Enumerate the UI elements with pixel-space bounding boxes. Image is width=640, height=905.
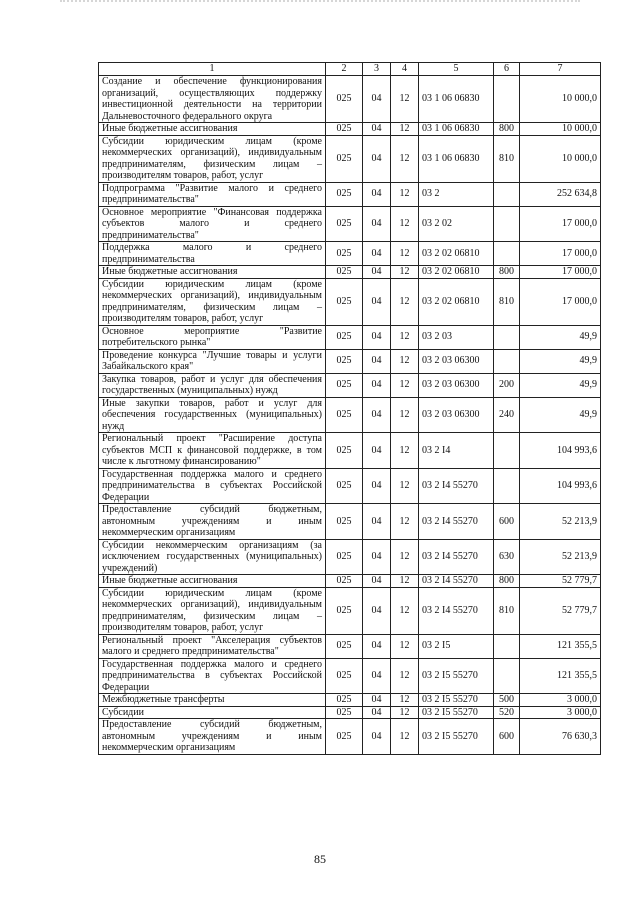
row-subsection-cell: 12 xyxy=(391,694,419,707)
table-row xyxy=(99,123,601,136)
row-amount-cell: 10 000,0 xyxy=(520,123,601,136)
table-row xyxy=(99,575,601,588)
row-target-article-cell: 03 2 I4 xyxy=(419,433,494,469)
row-expense-type-cell: 630 xyxy=(494,539,520,575)
row-name-cell: Иные бюджетные ассигнования xyxy=(99,575,326,588)
row-target-article-cell: 03 2 03 06300 xyxy=(419,349,494,373)
row-subsection-cell: 12 xyxy=(391,634,419,658)
row-subsection-cell: 12 xyxy=(391,325,419,349)
row-subsection-cell: 12 xyxy=(391,182,419,206)
table-row xyxy=(99,719,601,755)
row-expense-type-cell: 800 xyxy=(494,575,520,588)
row-amount-cell: 49,9 xyxy=(520,397,601,433)
column-header: 4 xyxy=(391,63,419,76)
row-subsection-cell: 12 xyxy=(391,587,419,634)
row-expense-type-cell: 810 xyxy=(494,278,520,325)
row-code-cell: 025 xyxy=(326,504,363,540)
row-target-article-cell: 03 2 I5 55270 xyxy=(419,719,494,755)
row-name-cell: Проведение конкурса "Лучшие товары и услуги Забайкальского края" xyxy=(99,349,326,373)
row-section-cell: 04 xyxy=(363,719,391,755)
row-code-cell: 025 xyxy=(326,325,363,349)
row-name-cell: Межбюджетные трансферты xyxy=(99,694,326,707)
row-amount-cell: 17 000,0 xyxy=(520,278,601,325)
column-header: 6 xyxy=(494,63,520,76)
row-code-cell: 025 xyxy=(326,76,363,123)
row-expense-type-cell xyxy=(494,433,520,469)
row-code-cell: 025 xyxy=(326,278,363,325)
table-row xyxy=(99,397,601,433)
row-amount-cell: 252 634,8 xyxy=(520,182,601,206)
row-target-article-cell: 03 2 03 xyxy=(419,325,494,349)
row-target-article-cell: 03 1 06 06830 xyxy=(419,76,494,123)
row-section-cell: 04 xyxy=(363,135,391,182)
row-name-cell: Региональный проект "Акселерация субъектов малого и среднего предпринимательства" xyxy=(99,634,326,658)
row-target-article-cell: 03 2 I5 55270 xyxy=(419,694,494,707)
row-target-article-cell: 03 2 02 xyxy=(419,206,494,242)
row-code-cell: 025 xyxy=(326,587,363,634)
row-subsection-cell: 12 xyxy=(391,706,419,719)
row-amount-cell: 52 779,7 xyxy=(520,575,601,588)
row-section-cell: 04 xyxy=(363,634,391,658)
row-subsection-cell: 12 xyxy=(391,206,419,242)
row-code-cell: 025 xyxy=(326,266,363,279)
row-expense-type-cell xyxy=(494,658,520,694)
row-subsection-cell: 12 xyxy=(391,373,419,397)
row-target-article-cell: 03 2 I4 55270 xyxy=(419,575,494,588)
row-amount-cell: 52 213,9 xyxy=(520,539,601,575)
row-code-cell: 025 xyxy=(326,397,363,433)
table-row xyxy=(99,266,601,279)
row-target-article-cell: 03 1 06 06830 xyxy=(419,123,494,136)
row-target-article-cell: 03 2 I5 xyxy=(419,634,494,658)
row-amount-cell: 3 000,0 xyxy=(520,706,601,719)
row-amount-cell: 17 000,0 xyxy=(520,242,601,266)
row-amount-cell: 17 000,0 xyxy=(520,206,601,242)
row-subsection-cell: 12 xyxy=(391,76,419,123)
row-name-cell: Региональный проект "Расширение доступа субъектов МСП к финансовой поддержке, в том числе к льготному финансированию" xyxy=(99,433,326,469)
row-target-article-cell: 03 2 03 06300 xyxy=(419,397,494,433)
table-row xyxy=(99,587,601,634)
row-name-cell: Субсидии некоммерческим организациям (за исключением государственных (муниципальных) учреждений) xyxy=(99,539,326,575)
row-expense-type-cell: 240 xyxy=(494,397,520,433)
row-expense-type-cell xyxy=(494,182,520,206)
row-name-cell: Основное мероприятие "Развитие потребительского рынка" xyxy=(99,325,326,349)
row-section-cell: 04 xyxy=(363,539,391,575)
row-section-cell: 04 xyxy=(363,587,391,634)
row-subsection-cell: 12 xyxy=(391,575,419,588)
row-section-cell: 04 xyxy=(363,349,391,373)
row-target-article-cell: 03 2 02 06810 xyxy=(419,266,494,279)
row-code-cell: 025 xyxy=(326,539,363,575)
row-section-cell: 04 xyxy=(363,123,391,136)
row-code-cell: 025 xyxy=(326,206,363,242)
table-row xyxy=(99,76,601,123)
row-code-cell: 025 xyxy=(326,468,363,504)
row-name-cell: Создание и обеспечение функционирования организаций, осуществляющих поддержку инвестиционной деятельности на территории Дальневосточного федерального округа xyxy=(99,76,326,123)
row-code-cell: 025 xyxy=(326,719,363,755)
row-expense-type-cell: 200 xyxy=(494,373,520,397)
row-name-cell: Подпрограмма "Развитие малого и среднего предпринимательства" xyxy=(99,182,326,206)
table-row xyxy=(99,634,601,658)
row-code-cell: 025 xyxy=(326,634,363,658)
row-name-cell: Предоставление субсидий бюджетным, автономным учреждениям и иным некоммерческим организациям xyxy=(99,504,326,540)
row-subsection-cell: 12 xyxy=(391,242,419,266)
row-amount-cell: 52 213,9 xyxy=(520,504,601,540)
row-name-cell: Иные бюджетные ассигнования xyxy=(99,266,326,279)
row-amount-cell: 104 993,6 xyxy=(520,468,601,504)
row-amount-cell: 10 000,0 xyxy=(520,76,601,123)
table-row xyxy=(99,278,601,325)
column-header: 7 xyxy=(520,63,601,76)
table-row xyxy=(99,433,601,469)
row-expense-type-cell: 800 xyxy=(494,266,520,279)
row-name-cell: Основное мероприятие "Финансовая поддержка субъектов малого и среднего предпринимательства" xyxy=(99,206,326,242)
row-amount-cell: 52 779,7 xyxy=(520,587,601,634)
row-target-article-cell: 03 2 I4 55270 xyxy=(419,504,494,540)
table-row xyxy=(99,206,601,242)
row-name-cell: Субсидии xyxy=(99,706,326,719)
column-header: 5 xyxy=(419,63,494,76)
row-name-cell: Предоставление субсидий бюджетным, автономным учреждениям и иным некоммерческим организациям xyxy=(99,719,326,755)
row-expense-type-cell xyxy=(494,325,520,349)
page-number: 85 xyxy=(314,852,326,866)
table-row xyxy=(99,135,601,182)
row-expense-type-cell xyxy=(494,76,520,123)
table-row xyxy=(99,504,601,540)
row-amount-cell: 49,9 xyxy=(520,349,601,373)
row-section-cell: 04 xyxy=(363,373,391,397)
row-section-cell: 04 xyxy=(363,76,391,123)
row-expense-type-cell xyxy=(494,468,520,504)
row-code-cell: 025 xyxy=(326,135,363,182)
row-target-article-cell: 03 2 I5 55270 xyxy=(419,658,494,694)
row-target-article-cell: 03 2 03 06300 xyxy=(419,373,494,397)
column-header: 1 xyxy=(99,63,326,76)
row-section-cell: 04 xyxy=(363,206,391,242)
row-amount-cell: 121 355,5 xyxy=(520,658,601,694)
column-header: 2 xyxy=(326,63,363,76)
row-code-cell: 025 xyxy=(326,349,363,373)
row-target-article-cell: 03 2 02 06810 xyxy=(419,278,494,325)
row-code-cell: 025 xyxy=(326,242,363,266)
table-row xyxy=(99,539,601,575)
row-code-cell: 025 xyxy=(326,373,363,397)
row-code-cell: 025 xyxy=(326,433,363,469)
table-header-row xyxy=(99,63,601,76)
row-target-article-cell: 03 2 02 06810 xyxy=(419,242,494,266)
row-target-article-cell: 03 2 I4 55270 xyxy=(419,468,494,504)
row-subsection-cell: 12 xyxy=(391,433,419,469)
row-expense-type-cell: 810 xyxy=(494,587,520,634)
row-section-cell: 04 xyxy=(363,504,391,540)
row-subsection-cell: 12 xyxy=(391,504,419,540)
row-section-cell: 04 xyxy=(363,706,391,719)
table-row xyxy=(99,694,601,707)
row-expense-type-cell: 600 xyxy=(494,719,520,755)
row-name-cell: Субсидии юридическим лицам (кроме некоммерческих организаций), индивидуальным предпринимателям, физическим лицам – производителям товаров, работ, услуг xyxy=(99,135,326,182)
row-target-article-cell: 03 1 06 06830 xyxy=(419,135,494,182)
row-subsection-cell: 12 xyxy=(391,658,419,694)
row-subsection-cell: 12 xyxy=(391,539,419,575)
row-name-cell: Государственная поддержка малого и среднего предпринимательства в субъектах Российской Федерации xyxy=(99,658,326,694)
row-target-article-cell: 03 2 I5 55270 xyxy=(419,706,494,719)
row-name-cell: Иные бюджетные ассигнования xyxy=(99,123,326,136)
row-name-cell: Закупка товаров, работ и услуг для обеспечения государственных (муниципальных) нужд xyxy=(99,373,326,397)
row-section-cell: 04 xyxy=(363,325,391,349)
row-name-cell: Поддержка малого и среднего предпринимательства xyxy=(99,242,326,266)
row-section-cell: 04 xyxy=(363,575,391,588)
row-amount-cell: 49,9 xyxy=(520,373,601,397)
table-row xyxy=(99,349,601,373)
row-section-cell: 04 xyxy=(363,694,391,707)
row-expense-type-cell xyxy=(494,634,520,658)
table-row xyxy=(99,658,601,694)
row-expense-type-cell: 500 xyxy=(494,694,520,707)
row-subsection-cell: 12 xyxy=(391,135,419,182)
row-section-cell: 04 xyxy=(363,266,391,279)
budget-table xyxy=(98,62,601,755)
scan-artifact-marks xyxy=(60,0,580,8)
row-section-cell: 04 xyxy=(363,658,391,694)
row-expense-type-cell xyxy=(494,349,520,373)
row-subsection-cell: 12 xyxy=(391,278,419,325)
row-expense-type-cell xyxy=(494,206,520,242)
row-section-cell: 04 xyxy=(363,242,391,266)
row-section-cell: 04 xyxy=(363,468,391,504)
row-subsection-cell: 12 xyxy=(391,349,419,373)
row-subsection-cell: 12 xyxy=(391,719,419,755)
table-row xyxy=(99,373,601,397)
row-section-cell: 04 xyxy=(363,397,391,433)
row-code-cell: 025 xyxy=(326,182,363,206)
row-name-cell: Государственная поддержка малого и среднего предпринимательства в субъектах Российской Федерации xyxy=(99,468,326,504)
row-section-cell: 04 xyxy=(363,433,391,469)
row-subsection-cell: 12 xyxy=(391,468,419,504)
row-code-cell: 025 xyxy=(326,658,363,694)
row-expense-type-cell: 600 xyxy=(494,504,520,540)
row-amount-cell: 104 993,6 xyxy=(520,433,601,469)
table-body xyxy=(99,76,601,755)
row-amount-cell: 17 000,0 xyxy=(520,266,601,279)
row-name-cell: Субсидии юридическим лицам (кроме некоммерческих организаций), индивидуальным предпринимателям, физическим лицам – производителям товаров, работ, услуг xyxy=(99,278,326,325)
row-amount-cell: 10 000,0 xyxy=(520,135,601,182)
column-header: 3 xyxy=(363,63,391,76)
row-amount-cell: 3 000,0 xyxy=(520,694,601,707)
row-expense-type-cell: 810 xyxy=(494,135,520,182)
row-target-article-cell: 03 2 I4 55270 xyxy=(419,539,494,575)
row-amount-cell: 49,9 xyxy=(520,325,601,349)
row-code-cell: 025 xyxy=(326,575,363,588)
table-row xyxy=(99,706,601,719)
row-target-article-cell: 03 2 xyxy=(419,182,494,206)
row-section-cell: 04 xyxy=(363,278,391,325)
row-subsection-cell: 12 xyxy=(391,397,419,433)
row-code-cell: 025 xyxy=(326,123,363,136)
row-expense-type-cell xyxy=(494,242,520,266)
table-row xyxy=(99,242,601,266)
row-code-cell: 025 xyxy=(326,706,363,719)
table-row xyxy=(99,468,601,504)
row-target-article-cell: 03 2 I4 55270 xyxy=(419,587,494,634)
row-amount-cell: 121 355,5 xyxy=(520,634,601,658)
row-name-cell: Субсидии юридическим лицам (кроме некоммерческих организаций), индивидуальным предпринимателям, физическим лицам – производителям товаров, работ, услуг xyxy=(99,587,326,634)
row-section-cell: 04 xyxy=(363,182,391,206)
row-subsection-cell: 12 xyxy=(391,266,419,279)
row-expense-type-cell: 520 xyxy=(494,706,520,719)
row-amount-cell: 76 630,3 xyxy=(520,719,601,755)
table-row xyxy=(99,182,601,206)
row-expense-type-cell: 800 xyxy=(494,123,520,136)
table-row xyxy=(99,325,601,349)
row-code-cell: 025 xyxy=(326,694,363,707)
row-subsection-cell: 12 xyxy=(391,123,419,136)
row-name-cell: Иные закупки товаров, работ и услуг для обеспечения государственных (муниципальных) нужд xyxy=(99,397,326,433)
